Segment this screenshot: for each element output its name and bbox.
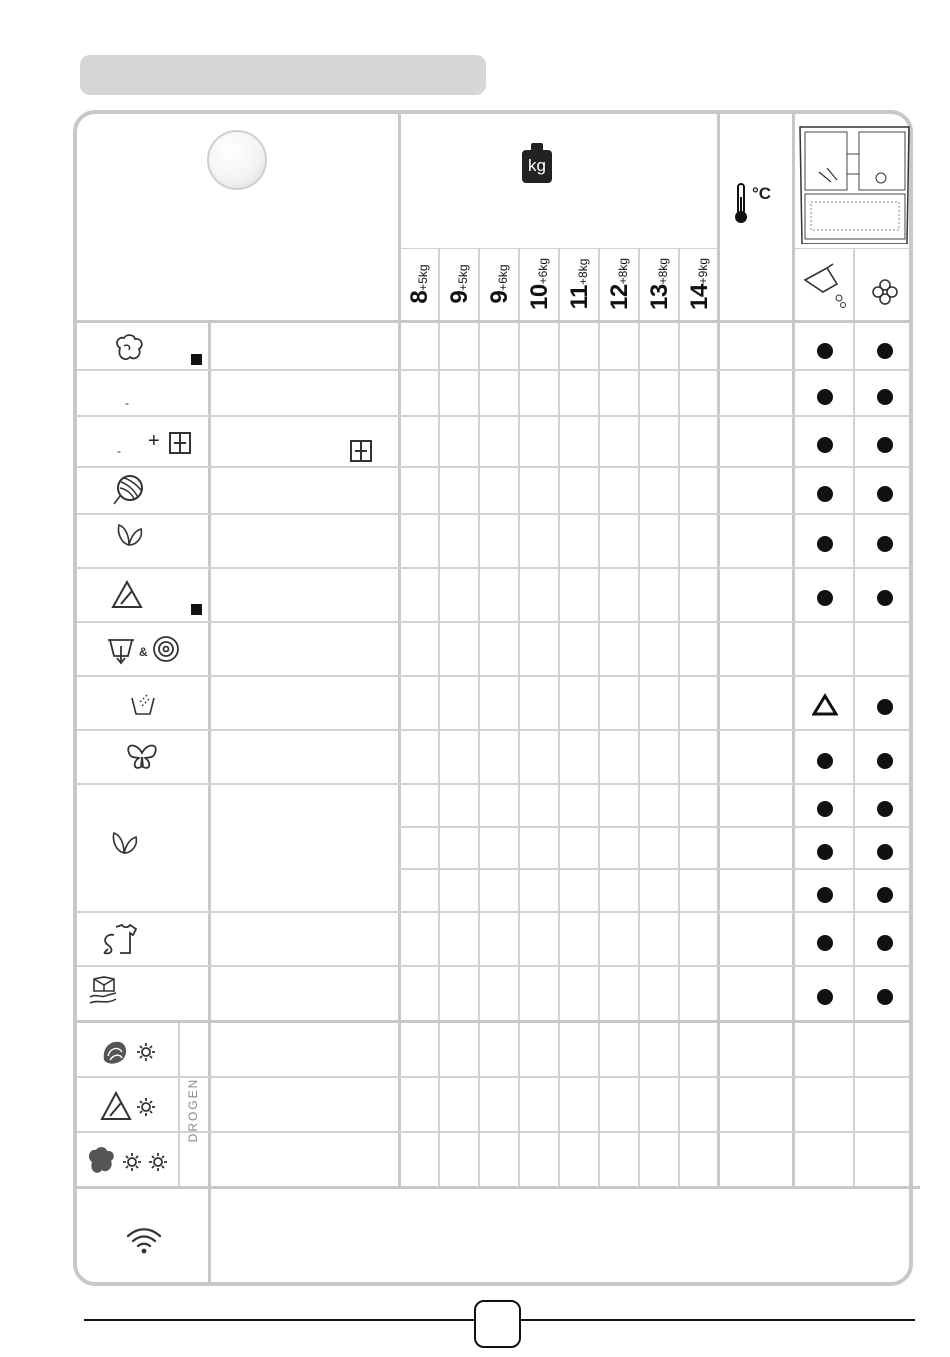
capacity-column-header: 13+8kg <box>646 257 673 311</box>
softener-dot <box>877 887 893 903</box>
grid-line <box>77 415 910 417</box>
grid-line <box>598 248 600 1188</box>
grid-line <box>77 675 910 677</box>
grid-line <box>77 1020 910 1023</box>
softener-dot <box>877 989 893 1005</box>
grid-line <box>558 248 560 1188</box>
softener-dot <box>877 801 893 817</box>
grid-line <box>77 320 910 323</box>
softener-dot <box>877 753 893 769</box>
detergent-drawer-icon <box>797 124 912 244</box>
detergent-dot <box>817 437 833 453</box>
detergent-dot <box>817 486 833 502</box>
detergent-dot <box>817 590 833 606</box>
softener-dot <box>877 343 893 359</box>
grid-line <box>77 911 910 913</box>
eco-leaf-icon <box>115 523 145 552</box>
capacity-column-header: 11+8kg <box>566 258 593 310</box>
footer-rule-right <box>521 1319 915 1321</box>
capacity-column-header: 9+6kg <box>486 264 513 304</box>
mix-box-icon <box>169 432 191 459</box>
plus-sign: + <box>148 430 160 452</box>
softener-dot <box>877 935 893 951</box>
softener-flower-icon <box>871 278 899 306</box>
softener-dot <box>877 699 893 715</box>
synthetic-icon <box>111 580 143 615</box>
eco-leaf-icon <box>110 831 140 860</box>
grid-line <box>77 965 910 967</box>
capacity-column-header: 12+8kg <box>606 257 633 311</box>
grid-line <box>77 513 910 515</box>
title-bar <box>80 55 486 95</box>
grid-line <box>795 248 910 249</box>
marker-square <box>191 354 202 365</box>
synthetic-dry-icon <box>100 1091 160 1128</box>
grid-line <box>77 783 910 785</box>
drain-spin-icon <box>106 634 182 671</box>
mix-box-icon <box>350 440 372 467</box>
row-dash: - <box>125 396 129 410</box>
grid-line <box>77 369 910 371</box>
grid-line <box>678 248 680 1188</box>
wool-ball-icon <box>112 474 144 511</box>
grid-line <box>77 729 910 731</box>
capacity-column-header: 14+9kg <box>686 257 713 311</box>
capacity-column-header: 10+6kg <box>526 257 553 311</box>
detergent-dot <box>817 801 833 817</box>
capacity-column-header: 9+5kg <box>446 264 473 304</box>
softener-dot <box>877 844 893 860</box>
grid-line <box>438 248 440 1188</box>
grid-line <box>77 1186 920 1189</box>
softener-dot <box>877 486 893 502</box>
softener-dot <box>877 536 893 552</box>
shirt-rinse-icon <box>100 923 138 962</box>
cotton-dry-icon <box>86 1146 172 1183</box>
program-knob-icon <box>207 130 267 190</box>
triangle-marker-icon <box>812 693 838 722</box>
thermometer-icon <box>734 183 748 225</box>
detergent-column-icon <box>803 262 847 308</box>
wool-dry-icon <box>100 1036 160 1073</box>
softener-dot <box>877 389 893 405</box>
softener-dot <box>877 590 893 606</box>
detergent-dot <box>817 536 833 552</box>
svg-text:&: & <box>139 645 148 659</box>
detergent-dot <box>817 935 833 951</box>
softener-dot <box>877 437 893 453</box>
detergent-dot <box>817 389 833 405</box>
grid-line <box>478 248 480 1188</box>
footer-rule-left <box>84 1319 474 1321</box>
grid-line <box>638 248 640 1188</box>
grid-line <box>77 466 910 468</box>
grid-line <box>518 248 520 1188</box>
grid-line <box>853 248 855 1188</box>
detergent-dot <box>817 343 833 359</box>
weight-unit-label: kg <box>528 156 546 175</box>
drying-section-label: DROGEN <box>186 1077 200 1143</box>
delicate-butterfly-icon <box>125 743 159 778</box>
detergent-dot <box>817 753 833 769</box>
detergent-dot <box>817 887 833 903</box>
grid-line <box>77 621 910 623</box>
weight-kg-icon <box>521 143 553 183</box>
hand-wash-icon <box>88 975 120 1014</box>
grid-line <box>792 113 795 1188</box>
detergent-dot <box>817 989 833 1005</box>
wifi-icon <box>126 1226 162 1259</box>
cotton-icon <box>114 334 144 367</box>
row-dash: - <box>117 444 121 458</box>
page-number-box <box>474 1300 521 1348</box>
marker-square <box>191 604 202 615</box>
grid-line <box>398 868 910 870</box>
detergent-dot <box>817 844 833 860</box>
grid-line <box>398 826 910 828</box>
grid-line <box>77 567 910 569</box>
refresh-steam-icon <box>130 690 156 721</box>
capacity-column-header: 8+5kg <box>406 264 433 304</box>
temperature-unit: °C <box>752 184 772 203</box>
